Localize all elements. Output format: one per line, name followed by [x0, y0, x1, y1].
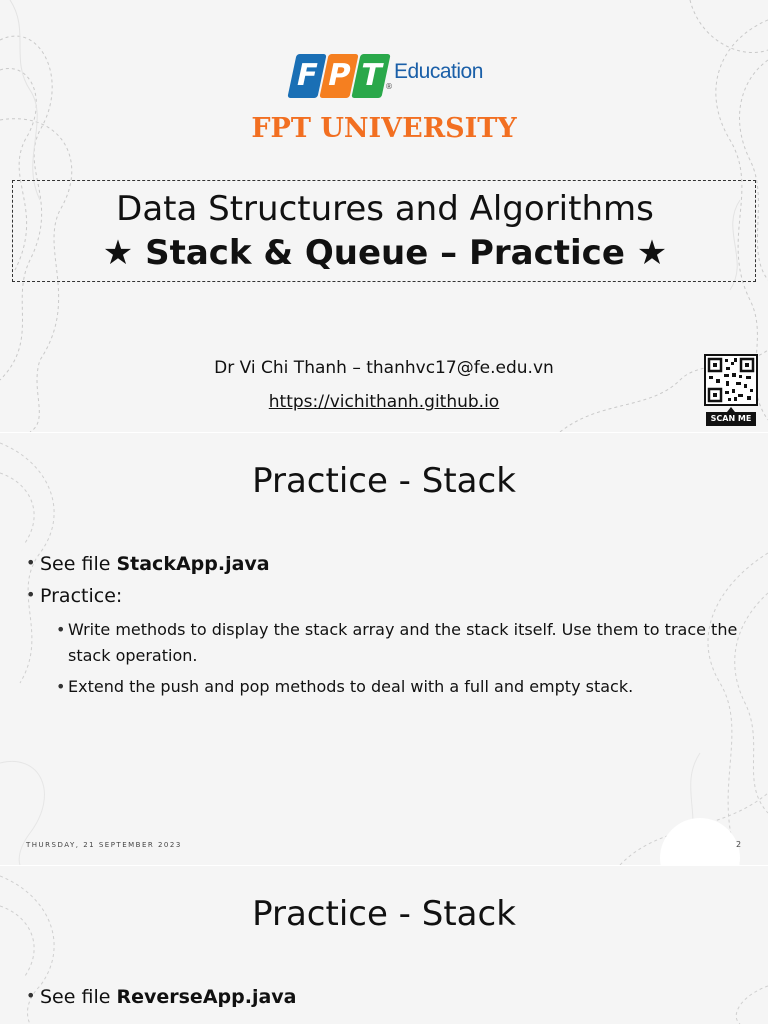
- title-box: [12, 180, 756, 282]
- file-name: ReverseApp.java: [116, 986, 297, 1008]
- file-name: StackApp.java: [116, 553, 270, 575]
- fpt-education-logo: [288, 52, 488, 102]
- sub-list-item: • Extend the push and pop methods to deal with a full and empty stack.: [56, 674, 746, 700]
- slide-title: Practice - Stack: [252, 894, 516, 934]
- bullet-text: Practice:: [40, 585, 123, 607]
- registered-mark: ®: [385, 82, 393, 91]
- list-item: [26, 986, 746, 1008]
- logo-education-text: Education: [394, 60, 483, 83]
- course-title: Data Structures and Algorithms: [116, 189, 654, 229]
- footer-date: THURSDAY, 21 SEPTEMBER 2023: [26, 841, 182, 849]
- qr-code-icon: [704, 354, 758, 406]
- author-line: Dr Vi Chi Thanh – thanhvc17@fe.edu.vn: [214, 358, 554, 378]
- practice-stack-slide-2: [0, 866, 768, 1024]
- logo-tile-p: P: [319, 54, 358, 98]
- logo-tile-t: T: [351, 54, 390, 98]
- bullet-text: See file: [40, 553, 117, 575]
- logo-tile-f: F: [287, 54, 326, 98]
- website-link[interactable]: https://vichithanh.github.io: [268, 392, 500, 412]
- bullet-list: [26, 553, 746, 706]
- bullet-list: [26, 986, 746, 1018]
- title-slide: [0, 0, 768, 432]
- practice-stack-slide: [0, 433, 768, 865]
- university-name: FPT UNIVERSITY: [251, 113, 517, 144]
- list-item: [26, 553, 746, 575]
- bullet-text: See file: [40, 986, 117, 1008]
- scan-me-label: SCAN ME: [706, 412, 756, 426]
- lecture-title: ★ Stack & Queue – Practice ★: [102, 233, 668, 273]
- page-number: 2: [736, 840, 742, 849]
- sub-list-item: • Write methods to display the stack array and the stack itself. Use them to trace the stack operation.: [56, 617, 746, 668]
- list-item: [26, 585, 746, 607]
- slide-title: Practice - Stack: [252, 461, 516, 501]
